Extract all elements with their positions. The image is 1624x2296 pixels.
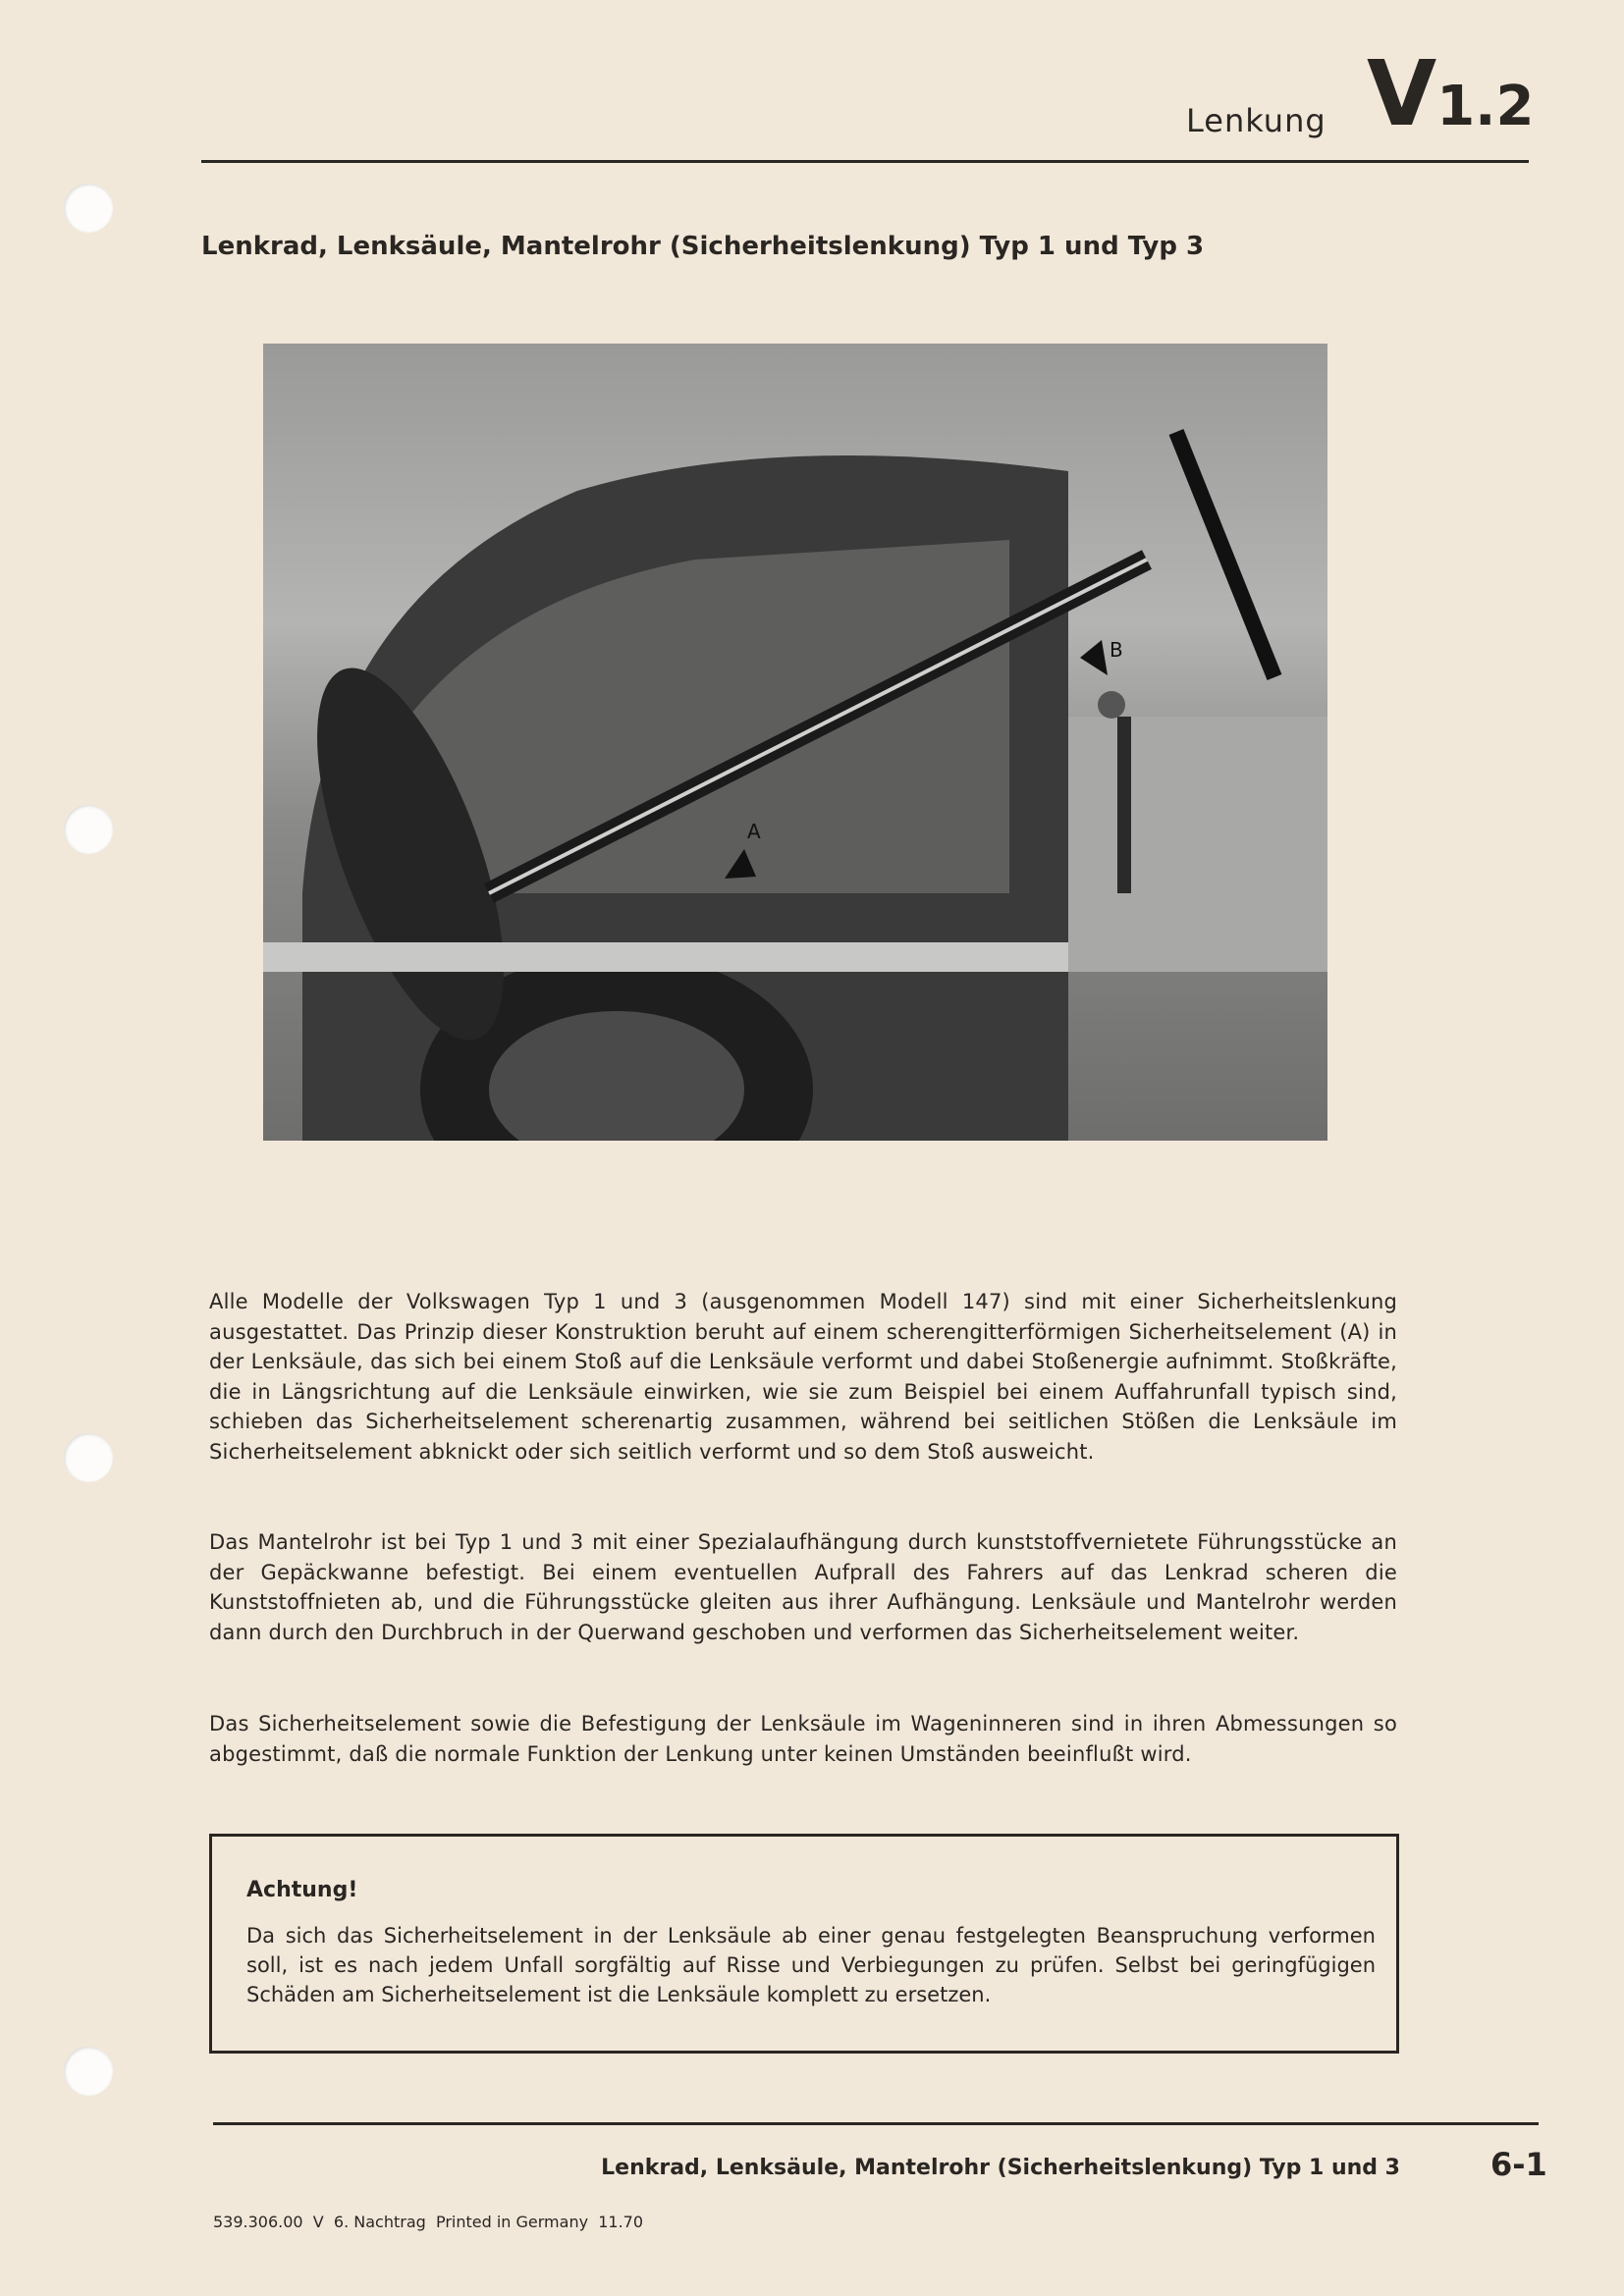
page-number: 6-1 xyxy=(1490,2146,1547,2183)
warning-heading: Achtung! xyxy=(246,1878,358,1902)
code-letter: V xyxy=(1367,41,1437,146)
footer-rule xyxy=(213,2122,1539,2125)
imprint: 539.306.00 V 6. Nachtrag Printed in Germany 11.70 xyxy=(213,2213,644,2231)
header-code xyxy=(1367,41,1534,146)
warning-box xyxy=(209,1834,1399,2054)
punch-hole xyxy=(64,184,113,233)
warning-text: Da sich das Sicherheitselement in der Lenksäule ab einer genau festgelegten Beanspruchung verformen soll, ist es nach jedem Unfall sorgfältig auf Risse und Verbiegungen zu prüfen. Selbst bei geringfügigen Schäden am Sicherheitselement ist die Lenksäule komplett zu ersetzen. xyxy=(246,1924,1376,2006)
figure-photo xyxy=(263,344,1327,1141)
paragraph-3: Das Sicherheitselement sowie die Befestigung der Lenksäule im Wageninneren sind in ihren Abmessungen so abgestimmt, daß die normale Funktion der Lenkung unter keinen Umständen beeinflußt wird. xyxy=(209,1712,1397,1766)
steering-illustration xyxy=(263,344,1327,1141)
paragraph-1: Alle Modelle der Volkswagen Typ 1 und 3 (ausgenommen Modell 147) sind mit einer Sicherheitslenkung ausgestattet. Das Prinzip dieser Konstruktion beruht auf einem scherengitterförmigen Sicherheitselement (A) in der Lenksäule, das sich bei einem Stoß auf die Lenksäule verformt und dabei Stoßenergie aufnimmt. Stoßkräfte, die in Längsrichtung auf die Lenksäule einwirken, wie sie zum Beispiel bei einem Auffahrunfall typisch sind, schieben das Sicherheitselement scherenartig zusammen, während bei seitlichen Stößen die Lenksäule im Sicherheitselement abknickt oder sich seitlich verformt und so dem Stoß ausweicht. xyxy=(209,1290,1397,1464)
punch-hole xyxy=(64,805,113,854)
label-b: B xyxy=(1110,638,1123,662)
code-number: 1.2 xyxy=(1436,75,1535,138)
footer-title: Lenkrad, Lenksäule, Mantelrohr (Sicherheitslenkung) Typ 1 und 3 xyxy=(601,2156,1400,2180)
header-rule xyxy=(201,160,1529,163)
page-title: Lenkrad, Lenksäule, Mantelrohr (Sicherheitslenkung) Typ 1 und Typ 3 xyxy=(201,232,1205,261)
paragraph-2: Das Mantelrohr ist bei Typ 1 und 3 mit einer Spezialaufhängung durch kunststoffvernietete Führungsstücke an der Gepäckwanne befestigt. Bei einem eventuellen Aufprall des Fahrers auf das Lenkrad scheren die Kunststoffnieten ab, und die Führungsstücke gleiten aus ihrer Aufhängung. Lenksäule und Mantelrohr werden dann durch den Durchbruch in der Querwand geschoben und verformen das Sicherheitselement weiter. xyxy=(209,1530,1397,1644)
punch-hole xyxy=(64,1433,113,1482)
label-a: A xyxy=(747,820,761,843)
punch-hole xyxy=(64,2047,113,2096)
header-section: Lenkung xyxy=(1186,102,1326,139)
